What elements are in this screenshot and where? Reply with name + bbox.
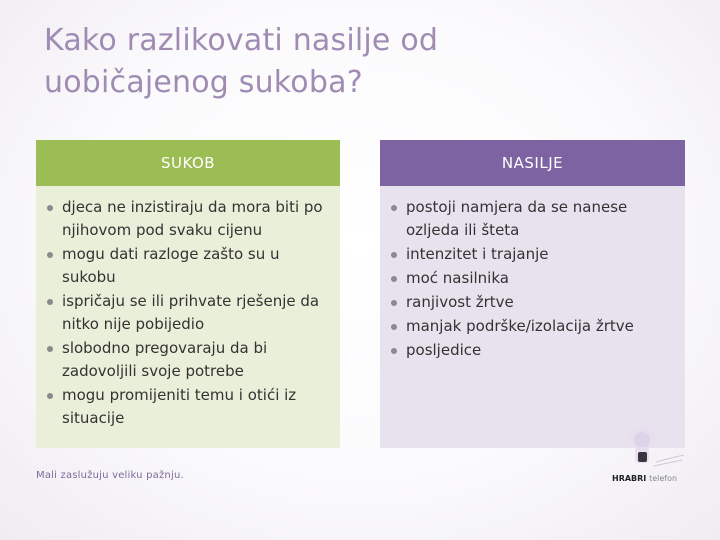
list-item: ranjivost žrtve [390,291,671,314]
column-body-nasilje [380,186,685,448]
bullet-icon [391,252,397,258]
page-title: Kako razlikovati nasilje od uobičajenog sukoba? [44,23,439,100]
list-item: slobodno pregovaraju da bi zadovoljili svoje potrebe [46,337,326,383]
bullet-icon [47,252,53,258]
footer-slogan: Mali zaslužuju veliku pažnju. [36,470,184,481]
list-item: ispričaju se ili prihvate rješenje da nitko nije pobijedio [46,290,326,336]
bullet-icon [391,205,397,211]
bullet-icon [391,276,397,282]
column-nasilje [380,140,685,448]
column-body-sukob [36,186,340,448]
list-item: djeca ne inzistiraju da mora biti po njihovom pod svaku cijenu [46,196,326,242]
list-item: posljedice [390,339,671,362]
list-item: mogu promijeniti temu i otići iz situacije [46,384,326,430]
list-item: intenzitet i trajanje [390,243,671,266]
list-nasilje [390,196,671,362]
column-header-nasilje: NASILJE [380,140,685,186]
list-item: postoji namjera da se nanese ozljeda ili šteta [390,196,671,242]
bullet-icon [47,393,53,399]
bullet-icon [391,324,397,330]
list-item: manjak podrške/izolacija žrtve [390,315,671,338]
list-item: moć nasilnika [390,267,671,290]
list-sukob [46,196,326,430]
bullet-icon [47,346,53,352]
bullet-icon [391,300,397,306]
column-sukob [36,140,340,448]
bullet-icon [47,205,53,211]
bullet-icon [391,348,397,354]
list-item: mogu dati razloge zašto su u sukobu [46,243,326,289]
logo-wordmark: HRABRI telefon [612,474,678,483]
column-header-sukob: SUKOB [36,140,340,186]
bullet-icon [47,299,53,305]
